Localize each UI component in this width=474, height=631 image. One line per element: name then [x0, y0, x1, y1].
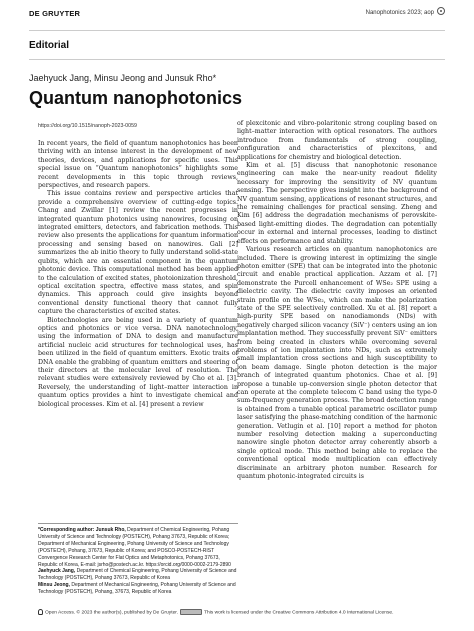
affiliation-text: Department of Chemical Engineering, Pohang University of Science and Technology (POSTECH), Pohang 37673, Republic of Korea; Department of Mechanical Engineering, Pohang University of Science and Technology (POSTECH), Pohang, 37673, Republic of Korea; and POSCO-POSTECH-RIST Convergence Research Center for Flat Optics and Metaphotonics, Pohang 37673, Republic of Korea, E-mail: jsrho@postech.ac.kr. https://orcid.org/0000-0002-2179-2890: [38, 527, 231, 568]
author-affiliations: [38, 527, 238, 596]
affiliation-label: Minsu Jeong,: [38, 582, 70, 589]
page-footer: [38, 609, 454, 615]
cc-by-license-badge-icon[interactable]: [180, 609, 202, 615]
footnote-separator: [38, 523, 238, 524]
left-column: [38, 140, 238, 409]
paragraph: Kim et al. [5] discuss that nanophotonic resonance engineering can make the near-unity readout fidelity necessary for improving the sensitivity of NV quantum sensing. The perspective gives insight into the background of NV quantum sensing, applications of resonant structures, and the remaining challenges for practical sensing. Zheng and Kim [6] address the degradation mechanisms of perovskite-based light-emitting diodes. The degradation can potentially occur in external and internal processes, leading to distinct effects on performance and stability.: [237, 162, 437, 245]
section-rule: [29, 59, 445, 60]
author-list: Jaehyuck Jang, Minsu Jeong and Junsuk Rho*: [29, 73, 217, 83]
affiliation-text: Department of Chemical Engineering, Pohang University of Science and Technology (POSTECH), Pohang 37673, Republic of Korea: [38, 568, 237, 582]
doi-link[interactable]: https://doi.org/10.1515/nanoph-2023-0059: [38, 123, 137, 129]
open-access-circle-icon: [437, 7, 445, 15]
paragraph: of plexcitonic and vibro-polaritonic strong coupling based on light–matter interaction with optical resonators. The authors introduce from fundamentals of strong coupling, configuration and characteristics of plexcitons, and applications for chemistry and biological detection.: [237, 120, 437, 161]
paragraph: Biotechnologies are being used in a variety of quantum optics and photonics or vice versa. DNA nanotechnology, using the information of DNA to design and manufacture artificial nucleic acid structures for technological uses, has been utilized in the field of quantum emitters. Exotic traits of DNA enable the grabbing of quantum emitters and steering of their directors at the molecular level of resolution. The relevant studies were extensively reviewed by Cho et al. [3]. Reversely, the understanding of light–matter interaction in quantum optics provides a hint to investigate chemical and biological processes. Kim et al. [4] present a review: [38, 316, 238, 408]
affiliation-note: [38, 582, 238, 596]
paragraph: In recent years, the field of quantum nanophotonics has been thriving with an intense interest in the development of new theories, devices, and applications for specific uses. This special issue on “Quantum nanophotonics” highlights some recent developments in this topic through reviews, perspectives, and research papers.: [38, 140, 238, 190]
affiliation-label: *Corresponding author: Junsuk Rho,: [38, 527, 126, 533]
header-rule: [29, 30, 445, 31]
footer-copyright: Open Access. © 2023 the author(s), published by De Gruyter.: [45, 610, 179, 616]
right-column: [237, 120, 437, 481]
affiliation-label: Jaehyuck Jang,: [38, 568, 76, 575]
paragraph: This issue contains review and perspective articles that provide a comprehensive overview of cutting-edge topics. Chang and Zwillar [1] review the recent progresses in integrated quantum photonics using nanowires, focusing on integrated emitters, detectors, and fabrication methods. This review also presents the applications for quantum information processing and sensing based on nanowires. Gali [2] summarizes the ab initio theory to fully understand solid-state qubits, which are an essential component in the quantum photonic device. This computational method has been applied to the calculation of excited states, photoionization threshold, optical excitation spectra, effective mass states, and spin dynamics. This approach could give insights beyond conventional density functional theory that cannot fully capture the characteristics of excited states.: [38, 190, 238, 316]
affiliation-text: Department of Mechanical Engineering, Pohang University of Science and Technology (POSTECH), Pohang, 37673, Republic of Korea: [38, 582, 236, 596]
affiliation-note: [38, 527, 238, 568]
footer-license: This work is licensed under the Creative Commons Attribution 4.0 International License.: [204, 610, 394, 616]
article-title: Quantum nanophotonics: [29, 88, 242, 108]
page-header: [0, 0, 474, 30]
journal-info: Nanophotonics 2023; aop: [365, 10, 434, 16]
section-label: Editorial: [29, 40, 70, 51]
publisher-brand: DE GRUYTER: [29, 9, 81, 18]
open-access-lock-icon: [38, 609, 43, 615]
affiliation-note: [38, 568, 238, 582]
paragraph: Various research articles on quantum nanophotonics are included. There is growing interest in optimizing the single photon emitter (SPE) that can be integrated into the photonic circuit and enable practical application. Azzam et al. [7] demonstrate the Purcell enhancement of WSe₂ SPE using a dielectric cavity. The dielectric cavity imposes an oriented strain profile on the WSe₂, which can make the polarization state of the SPE selectively controlled. Xu et al. [8] report a high-purity SPE based on nanodiamonds (NDs) with negatively charged silicon vacancy (SiV⁻) centers using an ion implantation method. They successfully prevent SiV⁻ emitters from being created in clusters while overcoming several problems of ion implantation into NDs, such as extremely small implantation cross sections and high susceptibility to ion beam damage. Single photon detection is the major branch of integrated quantum photonics. Chae et al. [9] propose a tunable up-conversion single photon detector that can operate at the complete telecom C band using the type-0 sum-frequency generation process. The broad detection range is obtained from a tunable optical parametric oscillator pump laser satisfying the phase-matching condition of the harmonic generation. Vetlugin et al. [10] report a method for photon number resolving detection making a superconducting nanowire single photon detector array coherently absorb a single optical mode. This method being able to replace the conventional optical mode multiplication can effectively discriminate an arbitrary photon number. Research for quantum photonic-integrated circuits is: [237, 246, 437, 481]
